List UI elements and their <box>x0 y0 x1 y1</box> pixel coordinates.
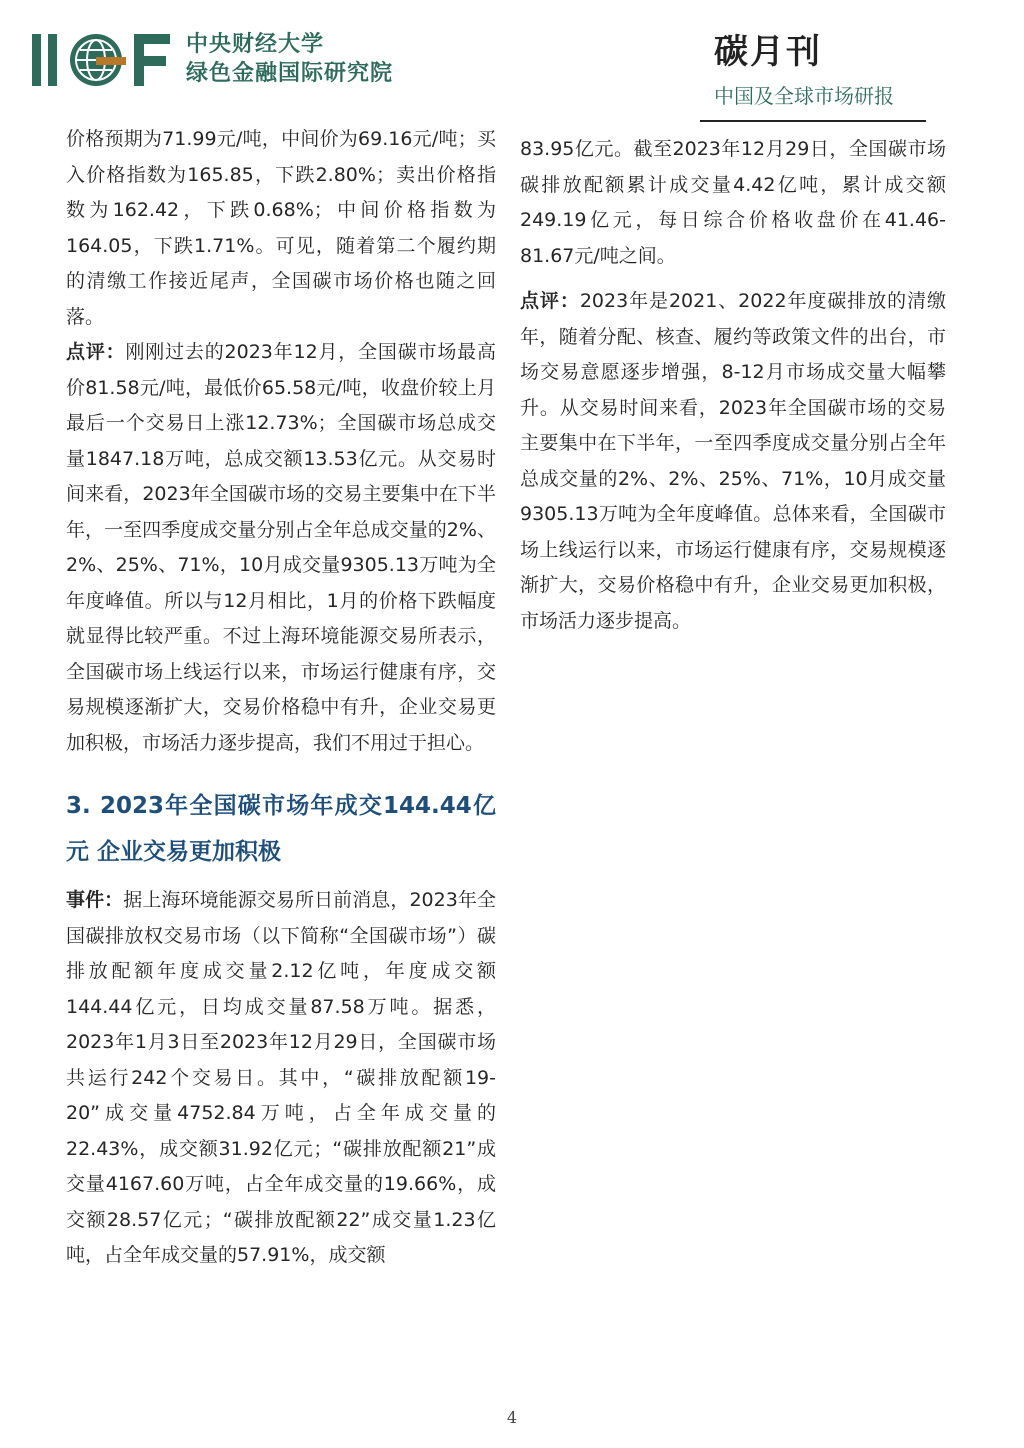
comment-label-right: 点评： <box>520 290 580 312</box>
institution-line2: 绿色金融国际研究院 <box>186 61 394 86</box>
comment-paragraph <box>66 335 496 761</box>
comment-text-right: 2023年是2021、2022年度碳排放的清缴年，随着分配、核查、履约等政策文件的出台，市场交易意愿逐步增强，8-12月市场成交量大幅攀升。从交易时间来看，2023年全国碳市场的交易主要集中在下半年，一至四季度成交量分别占全年总成交量的2%、2%、25%、71%，10月成交量9305.13万吨为全年度峰值。总体来看，全国碳市场上线运行以来，市场运行健康有序，交易规模逐渐扩大，交易价格稳中有升，企业交易更加积极，市场活力逐步提高。 <box>520 290 946 632</box>
price-paragraph: 价格预期为71.99元/吨，中间价为69.16元/吨；买入价格指数为165.85，下跌2.80%；卖出价格指数为162.42，下跌0.68%；中间价格指数为164.05，下跌1.71%。可见，随着第二个履约期的清缴工作接近尾声，全国碳市场价格也随之回落。 <box>66 128 496 328</box>
left-column <box>66 122 496 1274</box>
institution-line1: 中央财经大学 <box>186 32 325 57</box>
page-header <box>0 0 1024 130</box>
comment-text: 刚刚过去的2023年12月，全国碳市场最高价81.58元/吨，最低价65.58元/吨，收盘价较上月最后一个交易日上涨12.73%；全国碳市场总成交量1847.18万吨，总成交额13.53亿元。从交易时间来看，2023年全国碳市场的交易主要集中在下半年，一至四季度成交量分别占全年总成交量的2%、2%、25%、71%，10月成交量9305.13万吨为全年度峰值。所以与12月相比，1月的价格下跌幅度就显得比较严重。不过上海环境能源交易所表示，全国碳市场上线运行以来，市场运行健康有序，交易规模逐渐扩大，交易价格稳中有升，企业交易更加积极，市场活力逐步提高，我们不用过于担心。 <box>66 341 496 754</box>
header-rule <box>700 120 926 122</box>
institution-name <box>186 30 393 88</box>
comment-paragraph-right <box>520 284 946 639</box>
page-number: 4 <box>506 1408 518 1427</box>
iigf-logo <box>32 30 172 90</box>
event-paragraph <box>66 883 496 1274</box>
event-continuation-paragraph: 83.95亿元。截至2023年12月29日，全国碳市场碳排放配额累计成交量4.42亿吨，累计成交额249.19亿元，每日综合价格收盘价在41.46-81.67元/吨之间。 <box>520 138 946 267</box>
right-column <box>520 132 946 639</box>
magazine-subtitle: 中国及全球市场研报 <box>714 84 894 108</box>
paragraph-gap <box>520 274 946 284</box>
event-label: 事件： <box>66 889 124 911</box>
section-heading: 3. 2023年全国碳市场年成交144.44亿元 企业交易更加积极 <box>66 793 496 865</box>
comment-label: 点评： <box>66 341 126 363</box>
magazine-title: 碳月刊 <box>714 32 822 72</box>
event-text: 据上海环境能源交易所日前消息，2023年全国碳排放权交易市场（以下简称“全国碳市场”）碳排放配额年度成交量2.12亿吨，年度成交额144.44亿元，日均成交量87.58万吨。据悉，2023年1月3日至2023年12月29日，全国碳市场共运行242个交易日。其中，“碳排放配额19-20”成交量4752.84万吨，占全年成交量的22.43%，成交额31.92亿元；“碳排放配额21”成交量4167.60万吨，占全年成交量的19.66%，成交额28.57亿元；“碳排放配额22”成交量1.23亿吨，占全年成交量的57.91%，成交额 <box>66 889 496 1266</box>
